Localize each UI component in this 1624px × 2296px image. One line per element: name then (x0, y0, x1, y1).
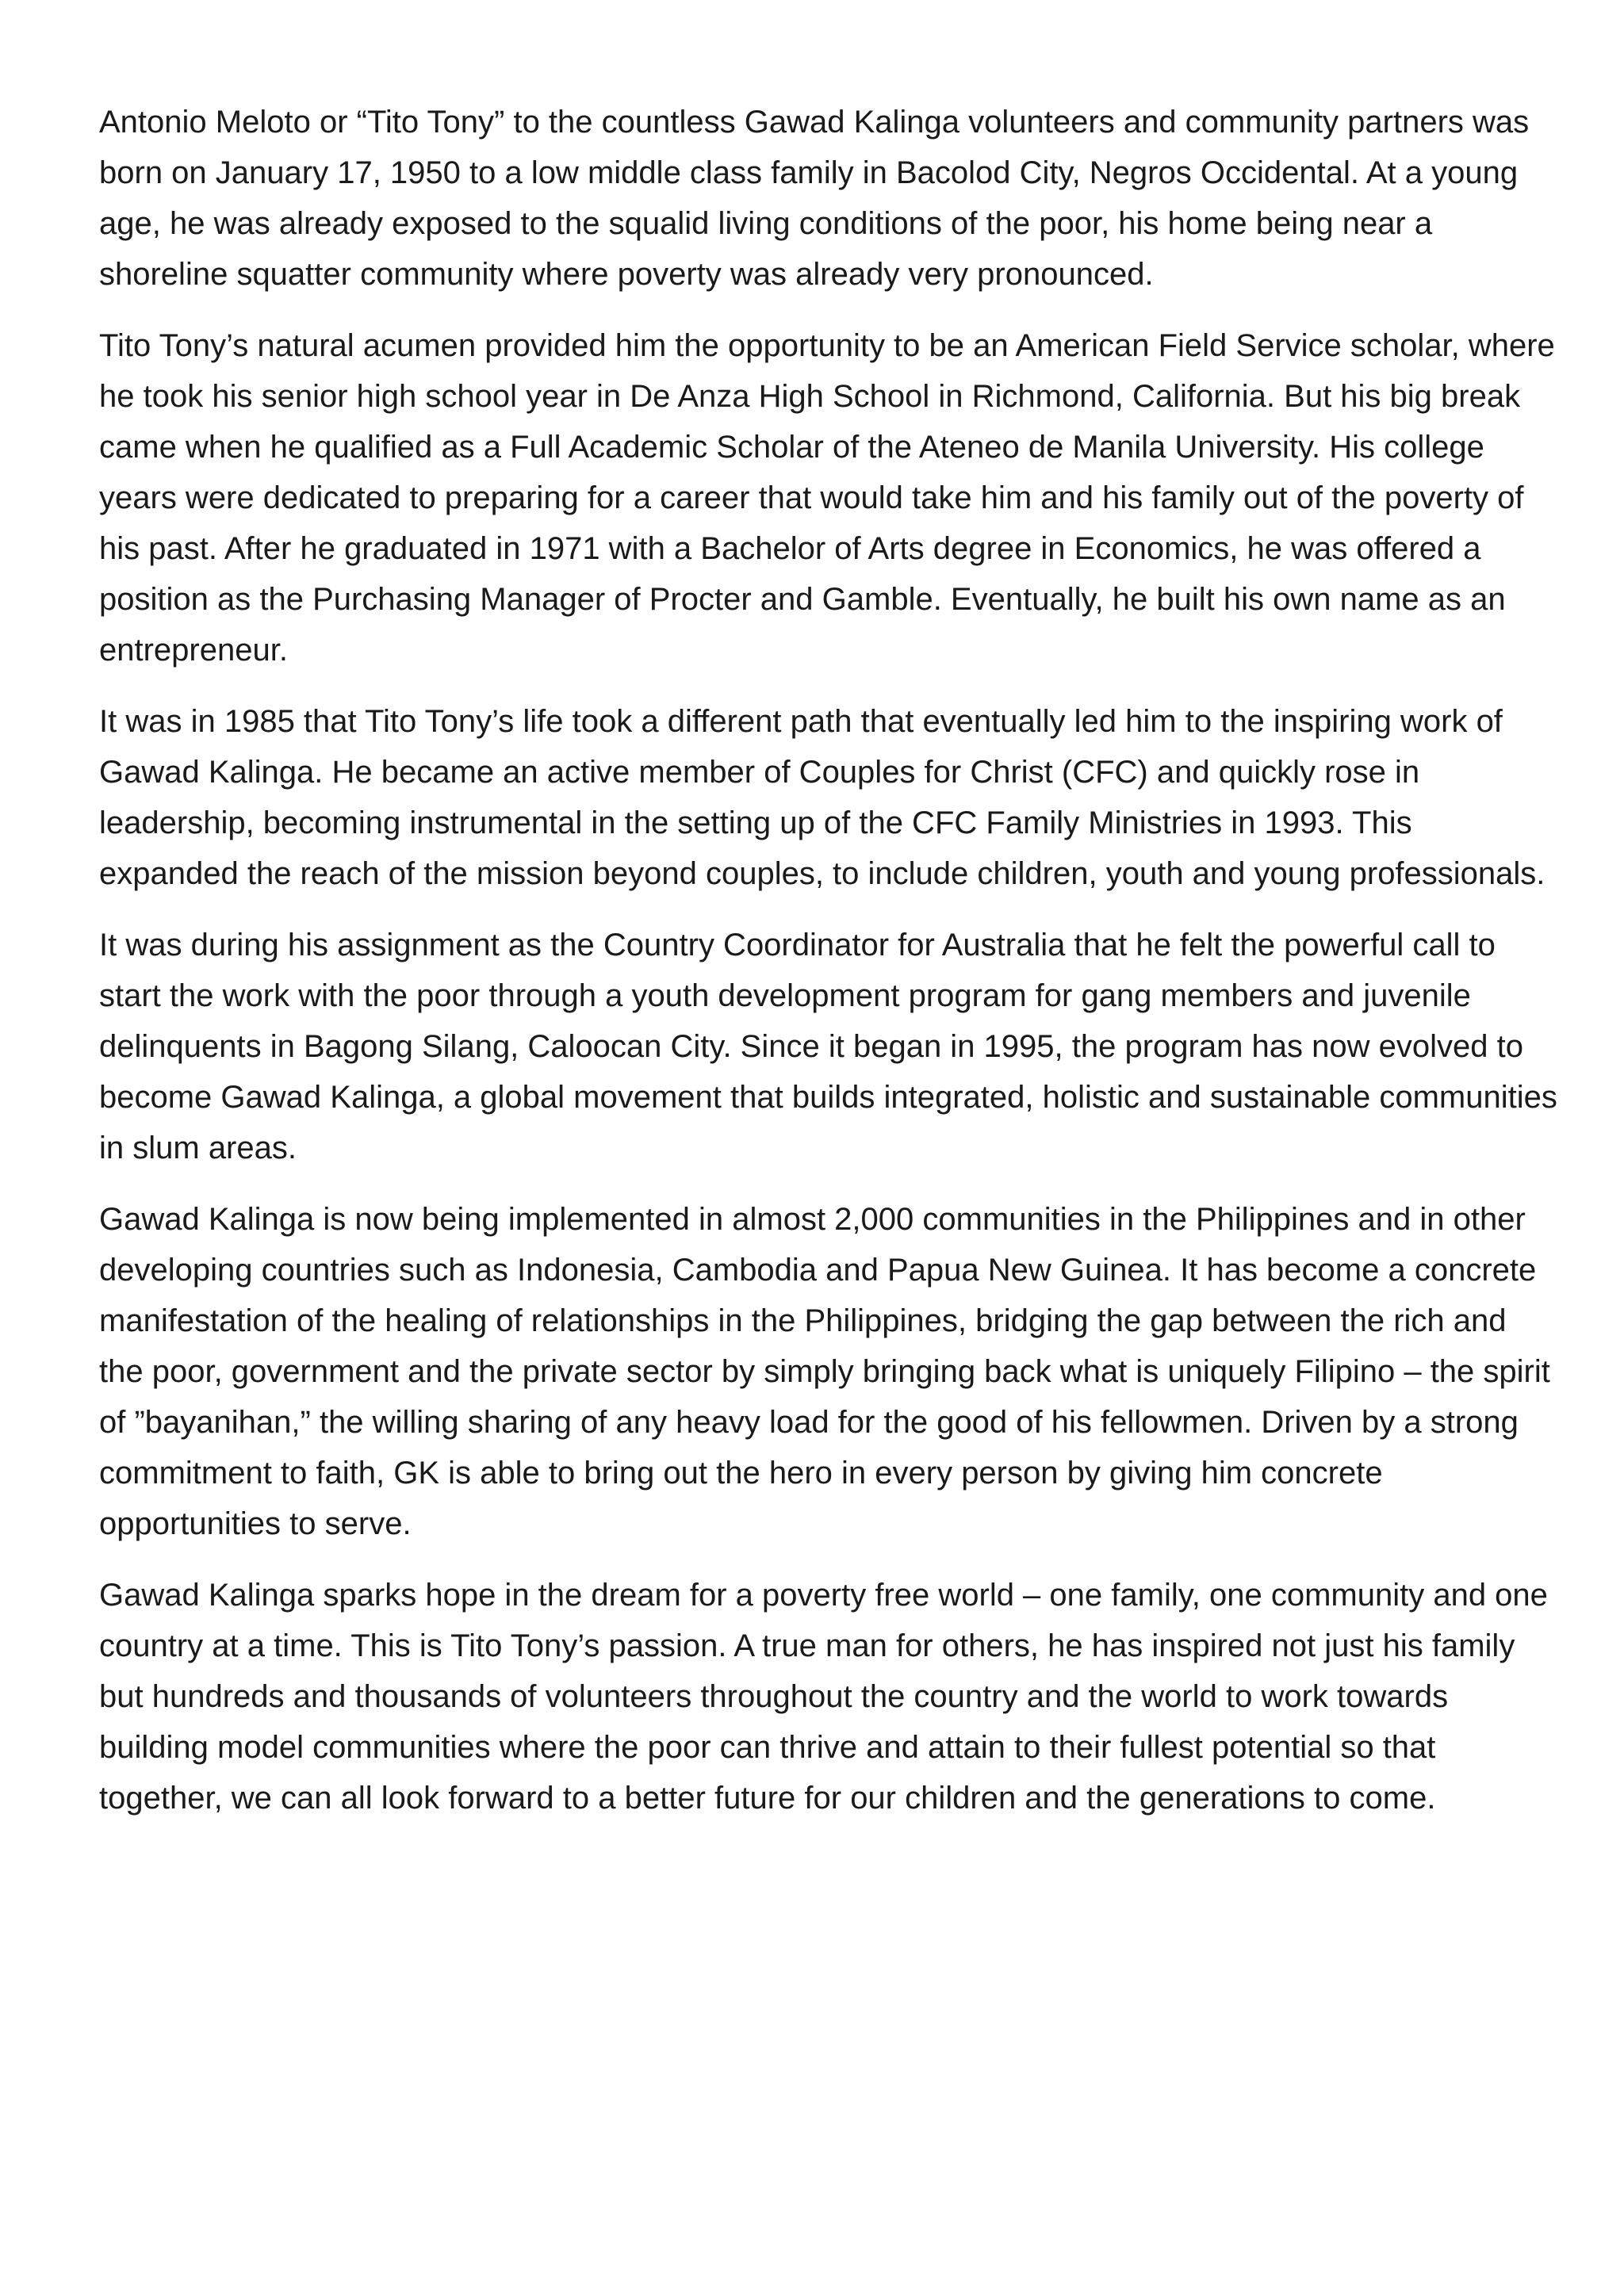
document-body (99, 97, 1558, 1844)
paragraph-gk-reach: Gawad Kalinga is now being implemented in almost 2,000 communities in the Philippines and in other developing countries such as Indonesia, Cambodia and Papua New Guinea. It has become a concrete manifestation of the healing of relationships in the Philippines, bridging the gap between the rich and the poor, government and the private sector by simply bringing back what is uniquely Filipino – the spirit of ”bayanihan,” the willing sharing of any heavy load for the good of his fellowmen. Driven by a strong commitment to faith, GK is able to bring out the hero in every person by giving him concrete opportunities to serve. (99, 1202, 1550, 1541)
paragraph-cfc-leadership: It was in 1985 that Tito Tony’s life took a different path that eventually led him to the inspiring work of Gawad Kalinga. He became an active member of Couples for Christ (CFC) and quickly rose in leadership, becoming instrumental in the setting up of the CFC Family Ministries in 1993. This expanded the reach of the mission beyond couples, to include children, youth and young professionals. (99, 704, 1545, 891)
paragraph-education-career: Tito Tony’s natural acumen provided him the opportunity to be an American Field Service scholar, where he took his senior high school year in De Anza High School in Richmond, California. But his big break came when he qualified as a Full Academic Scholar of the Ateneo de Manila University. His college years were dedicated to preparing for a career that would take him and his family out of the poverty of his past. After he graduated in 1971 with a Bachelor of Arts degree in Economics, he was offered a position as the Purchasing Manager of Procter and Gamble. Eventually, he built his own name as an entrepreneur. (99, 328, 1555, 668)
paragraph-gk-origin: It was during his assignment as the Country Coordinator for Australia that he felt the powerful call to start the work with the poor through a youth development program for gang members and juvenile delinquents in Bagong Silang, Caloocan City. Since it began in 1995, the program has now evolved to become Gawad Kalinga, a global movement that builds integrated, holistic and sustainable communities in slum areas. (99, 928, 1557, 1165)
paragraph-gk-vision: Gawad Kalinga sparks hope in the dream for a poverty free world – one family, one community and one country at a time. This is Tito Tony’s passion. A true man for others, he has inspired not just his family but hundreds and thousands of volunteers throughout the country and the world to work towards building model communities where the poor can thrive and attain to their fullest potential so that together, we can all look forward to a better future for our children and the generations to come. (99, 1578, 1548, 1816)
paragraph-birth-background: Antonio Meloto or “Tito Tony” to the countless Gawad Kalinga volunteers and community partners was born on January 17, 1950 to a low middle class family in Bacolod City, Negros Occidental. At a young age, he was already exposed to the squalid living conditions of the poor, his home being near a shoreline squatter community where poverty was already very pronounced. (99, 105, 1530, 292)
